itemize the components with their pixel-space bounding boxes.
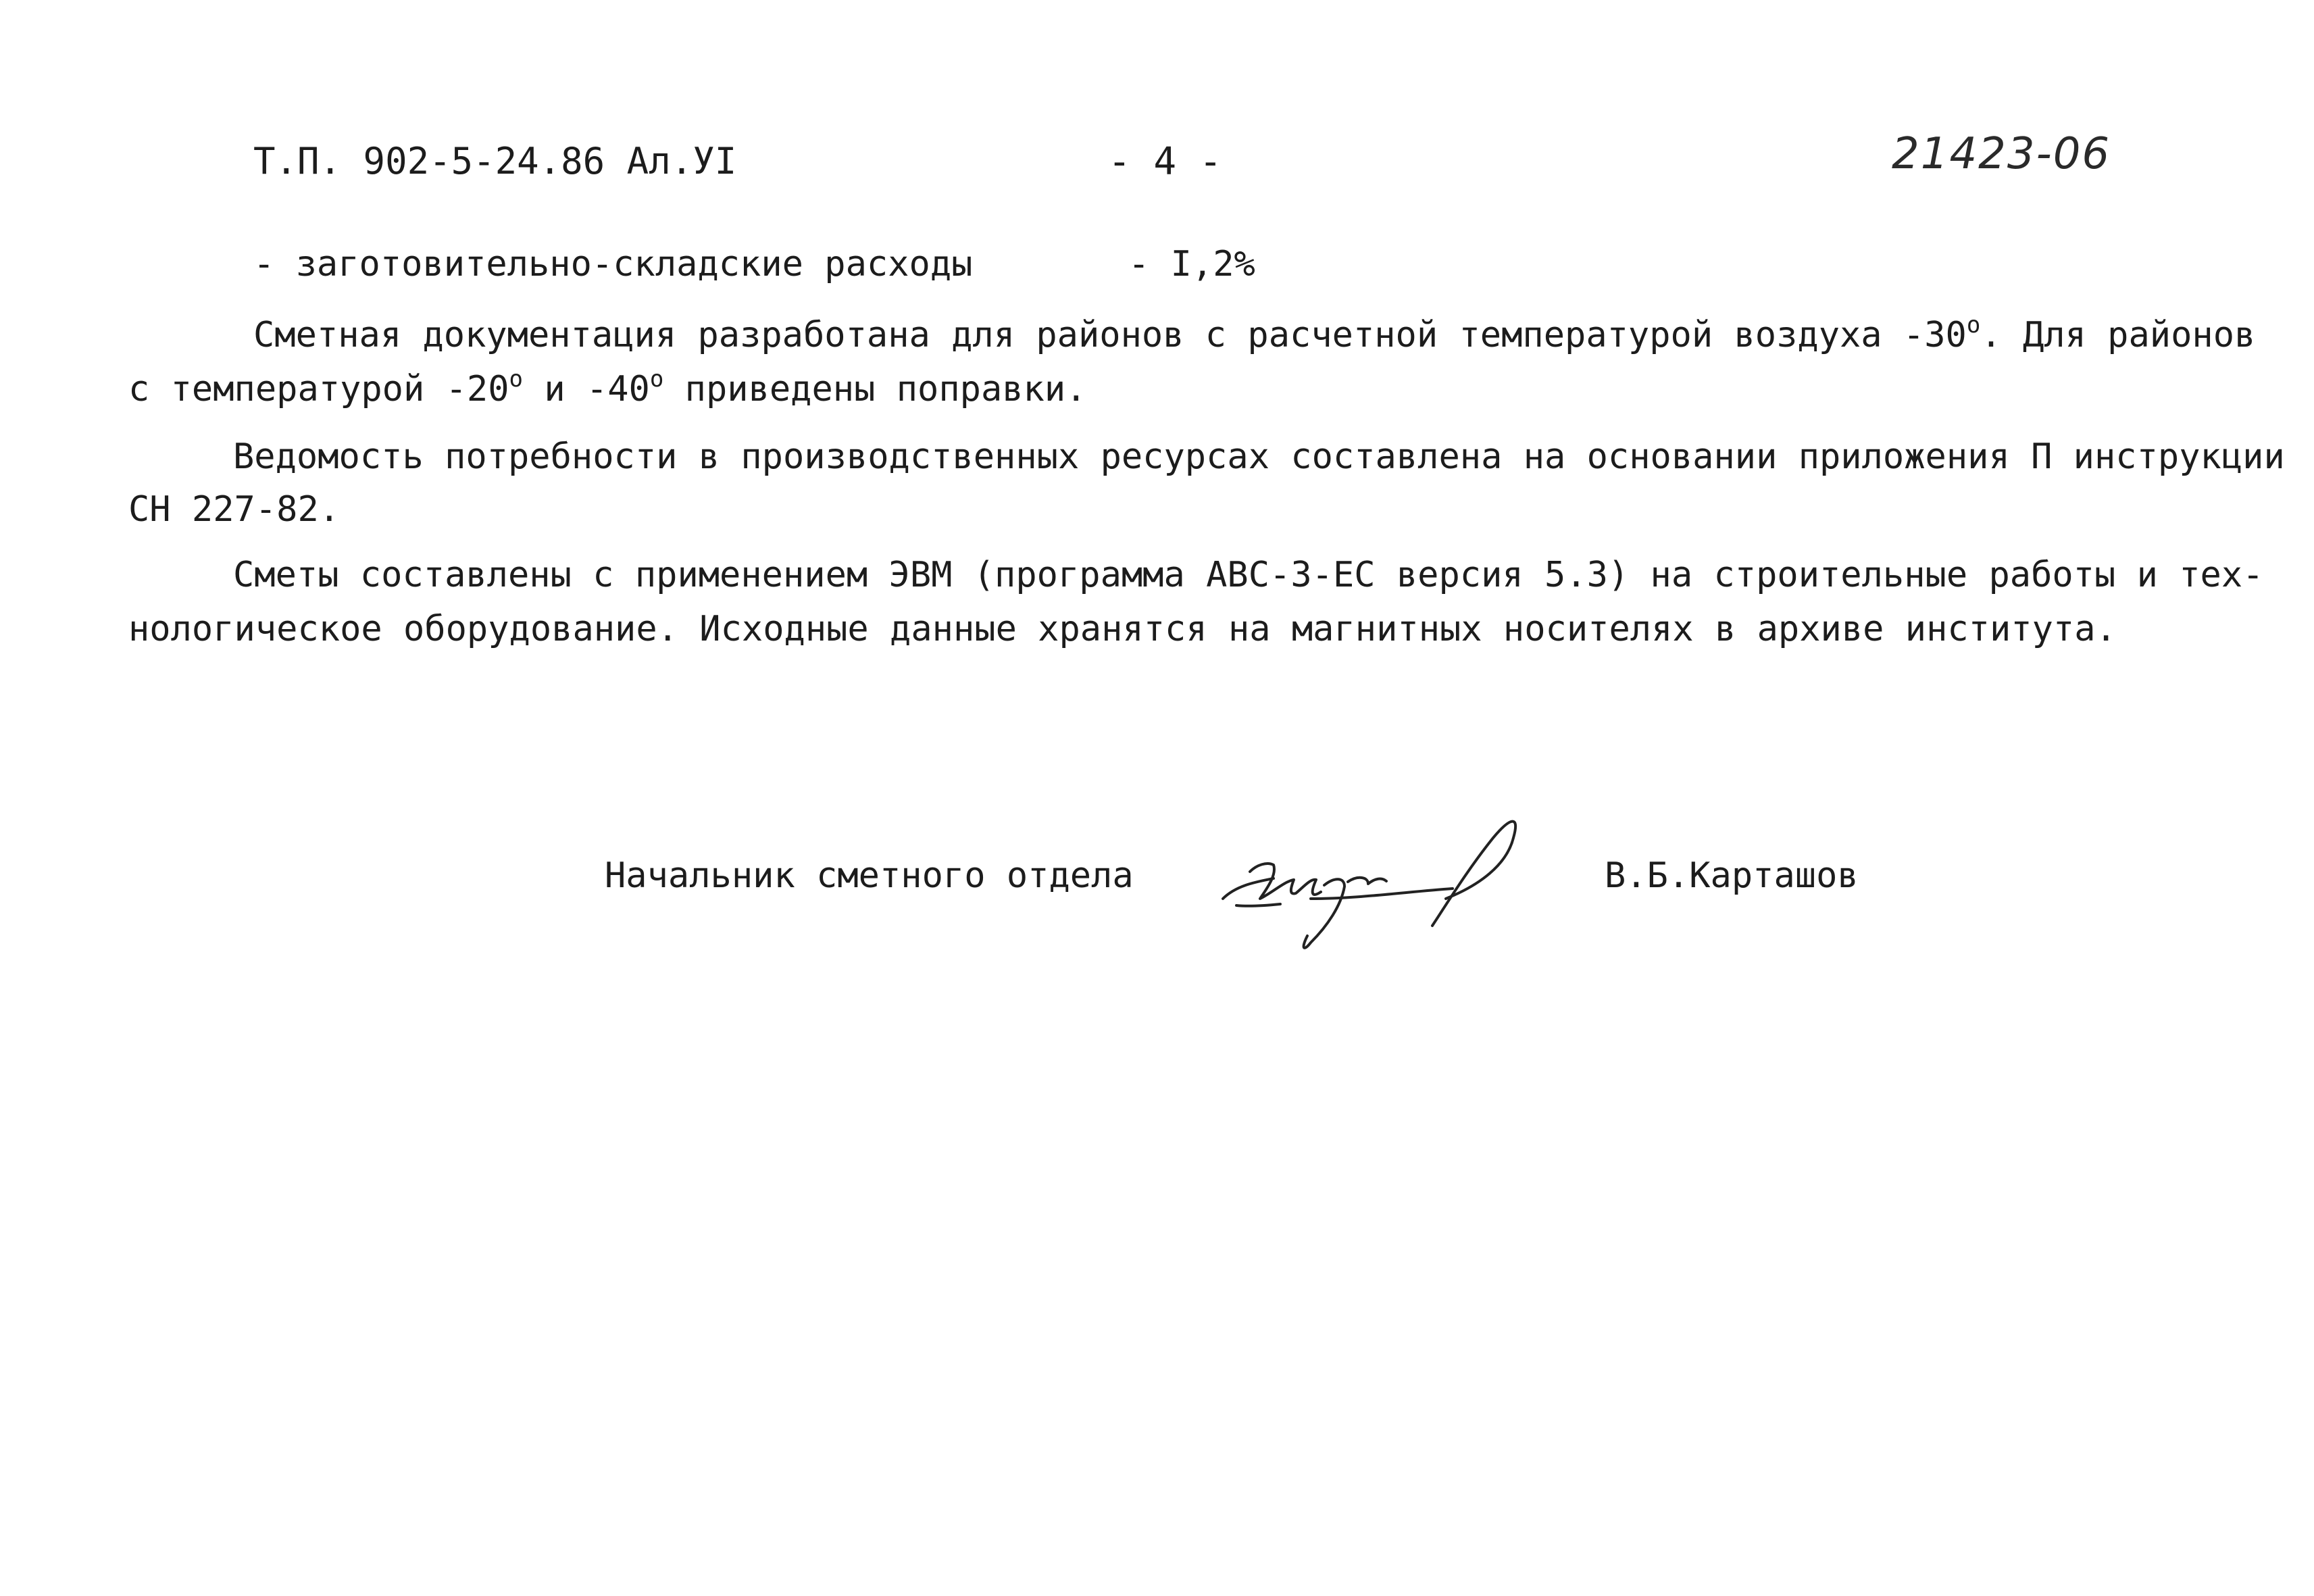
paragraph-3-line-2: нологическое оборудование. Исходные данные хранятся на магнитных носителях в архиве института. [128,609,2117,649]
paragraph-2-line-1: Ведомость потребности в производственных ресурсах составлена на основании приложения П инструкции [233,437,2285,477]
handwritten-archive-number: 21423-06 [1892,129,2111,179]
degree-mark: о [509,366,524,393]
paragraph-2-line-2: СН 227-82. [128,489,341,530]
paragraph-3-line-1: Сметы составлены с применением ЭВМ (программа АВС-3-ЕС версия 5.3) на строительные работы и тех- [233,555,2264,595]
expense-value: - I,2% [1128,244,1255,284]
signatory-position: Начальник сметного отдела [605,855,1134,896]
page-number: - 4 - [1108,140,1222,184]
paragraph-1-line-1: Сметная документация разработана для районов с расчетной температурой воздуха $-30^о$. Для районов [253,311,2256,355]
expense-label: - заготовительно-складские расходы [253,244,973,284]
paragraph-1-line-2: с температурой $-20^о$ и $-40^о$ приведены поправки. [128,366,1087,409]
signatory-name: В.Б.Карташов [1605,855,1859,896]
degree-mark: о [1966,311,1981,339]
handwritten-signature-icon [1209,797,1534,959]
document-reference: Т.П. 902-5-24.86 Ал.УI [253,140,737,182]
degree-mark: о [649,366,664,393]
